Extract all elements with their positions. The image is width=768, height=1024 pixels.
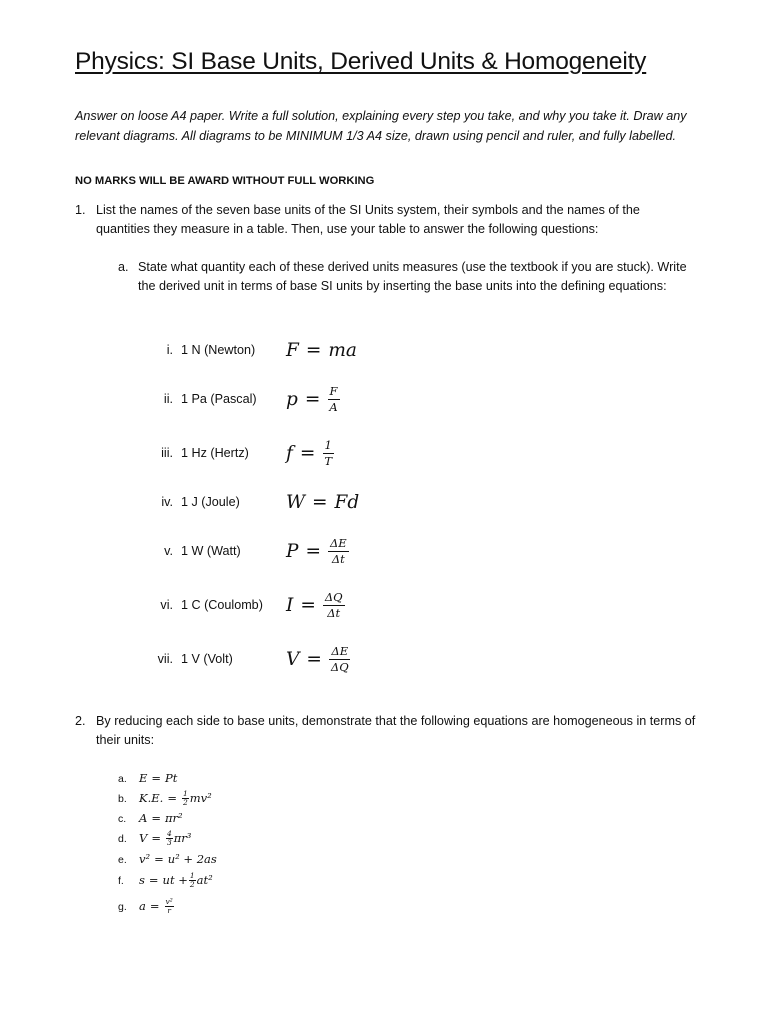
equation-lhs: s	[139, 873, 145, 887]
fraction	[166, 830, 173, 847]
equation	[139, 790, 212, 806]
equals-sign: =	[151, 771, 162, 785]
equals-sign: =	[304, 388, 321, 410]
equation-item-e	[118, 851, 418, 871]
defining-equation	[286, 588, 345, 622]
equation-lhs: F	[286, 339, 299, 361]
equation-rhs: Pt	[165, 771, 178, 785]
equation-lhs: V	[139, 831, 148, 845]
equation	[139, 872, 213, 888]
fraction-numerator: 4	[166, 828, 172, 838]
equation-item-g	[118, 898, 418, 918]
equals-sign: =	[306, 648, 322, 670]
fraction	[165, 898, 174, 915]
fraction	[182, 790, 189, 807]
defining-equation	[286, 333, 357, 367]
equation-rhs: ma	[328, 339, 357, 361]
page-title: Physics: SI Base Units, Derived Units & Homogeneity	[75, 48, 647, 75]
equation-letter: e.	[118, 854, 127, 866]
defining-equation	[286, 534, 349, 568]
equation-rhs-before: ut +	[162, 873, 188, 887]
unit-name: 1 N (Newton)	[181, 343, 256, 357]
equation-rhs: mv²	[189, 791, 212, 805]
fraction-denominator: Δt	[331, 551, 345, 566]
fraction	[189, 872, 196, 889]
equation-rhs: u² + 2as	[167, 852, 217, 866]
unit-name: 1 Pa (Pascal)	[181, 392, 257, 406]
equals-sign: =	[149, 899, 160, 913]
fraction-numerator: v²	[165, 896, 173, 906]
equation-letter: g.	[118, 901, 127, 913]
fraction-denominator: ΔQ	[330, 659, 349, 674]
unit-name: 1 W (Watt)	[181, 544, 241, 558]
equation-rhs: πr³	[173, 831, 192, 845]
fraction	[327, 385, 339, 414]
marks-warning: NO MARKS WILL BE AWARD WITHOUT FULL WORKING	[75, 175, 375, 187]
defining-equation	[286, 382, 340, 416]
question-2-text: By reducing each side to base units, demonstrate that the following equations are homogeneous in terms of their units:	[96, 714, 696, 747]
equation-lhs: W	[286, 491, 306, 513]
derived-unit-row-pascal	[0, 383, 768, 441]
fraction	[323, 591, 345, 620]
item-numeral: iii.	[161, 446, 173, 460]
equation-letter: b.	[118, 793, 127, 805]
equation-item-f	[118, 872, 418, 892]
equation-item-c	[118, 810, 418, 830]
fraction	[328, 537, 349, 566]
fraction-denominator: Δt	[327, 605, 341, 620]
derived-unit-row-newton	[0, 339, 768, 392]
equation-lhs: K.E.	[139, 791, 164, 805]
equation-lhs: E	[139, 771, 148, 785]
fraction-denominator: A	[329, 399, 338, 414]
fraction-denominator: 2	[189, 879, 195, 889]
equation	[139, 898, 175, 914]
equation-lhs: P	[286, 540, 299, 562]
equals-sign: =	[167, 791, 177, 805]
item-numeral: v.	[164, 544, 173, 558]
fraction-denominator: 2	[182, 797, 188, 807]
equals-sign: =	[154, 852, 164, 866]
unit-name: 1 Hz (Hertz)	[181, 446, 249, 460]
equation-letter: a.	[118, 773, 127, 785]
equals-sign: =	[305, 339, 322, 361]
equation-rhs: at²	[196, 873, 213, 887]
item-numeral: i.	[166, 343, 173, 357]
fraction-numerator: ΔE	[329, 535, 347, 550]
equation	[139, 770, 177, 786]
equation-lhs: p	[286, 388, 298, 410]
equation-item-d	[118, 830, 418, 850]
question-1a-text: State what quantity each of these derived units measures (use the textbook if you are stuck). Write the derived unit in terms of base SI units by inserting the base units into the defining equations:	[138, 260, 687, 293]
question-1a-letter: a.	[118, 260, 129, 274]
equation	[139, 851, 217, 867]
defining-equation	[286, 485, 359, 519]
equation-lhs: f	[286, 442, 293, 464]
fraction-numerator: ΔE	[331, 643, 349, 658]
fraction-numerator: ΔQ	[324, 589, 343, 604]
equals-sign: =	[305, 540, 321, 562]
equation-lhs: I	[286, 594, 294, 616]
equation	[139, 810, 183, 826]
question-1-number: 1.	[75, 203, 86, 217]
defining-equation	[286, 436, 334, 470]
equals-sign: =	[151, 811, 161, 825]
question-1-text: List the names of the seven base units of the SI Units system, their symbols and the names of the quantities they measure in a table. Then, use your table to answer the following questions:	[96, 203, 640, 236]
question-2-number: 2.	[75, 714, 86, 728]
fraction-numerator: F	[329, 383, 338, 398]
equals-sign: =	[300, 594, 316, 616]
equation-item-a	[118, 770, 418, 790]
derived-unit-row-hertz	[0, 437, 768, 495]
equation-letter: c.	[118, 813, 127, 825]
unit-name: 1 J (Joule)	[181, 495, 240, 509]
fraction-numerator: 1	[189, 870, 195, 880]
defining-equation	[286, 642, 351, 676]
equation	[139, 830, 191, 846]
equals-sign: =	[148, 873, 159, 887]
equation-lhs: v²	[139, 852, 151, 866]
fraction	[322, 439, 334, 468]
item-numeral: vii.	[157, 652, 173, 666]
equation-lhs: A	[139, 811, 148, 825]
item-numeral: iv.	[161, 495, 173, 509]
instructions-text: Answer on loose A4 paper. Write a full solution, explaining every step you take, and why you take it. Draw any relevant diagrams. All diagrams to be MINIMUM 1/3 A4 size, drawn using pencil and ruler, and fully labelled.	[75, 109, 687, 143]
item-numeral: vi.	[160, 598, 173, 612]
item-numeral: ii.	[163, 392, 173, 406]
fraction-denominator: 3	[166, 837, 172, 847]
fraction-denominator: T	[324, 453, 333, 468]
fraction	[329, 645, 351, 674]
fraction-denominator: r	[167, 905, 171, 915]
equation-lhs: V	[286, 648, 300, 670]
fraction-numerator: 1	[324, 437, 332, 452]
equation-letter: d.	[118, 833, 127, 845]
equation-lhs: a	[139, 899, 146, 913]
unit-name: 1 C (Coulomb)	[181, 598, 263, 612]
equals-sign: =	[299, 442, 316, 464]
equation-letter: f.	[118, 875, 124, 887]
fraction-numerator: 1	[182, 788, 188, 798]
equals-sign: =	[312, 491, 328, 513]
unit-name: 1 V (Volt)	[181, 652, 233, 666]
equals-sign: =	[151, 831, 161, 845]
equation-rhs: Fd	[334, 491, 360, 513]
equation-rhs: πr²	[164, 811, 183, 825]
derived-unit-row-joule	[0, 491, 768, 544]
equation-item-b	[118, 790, 418, 810]
